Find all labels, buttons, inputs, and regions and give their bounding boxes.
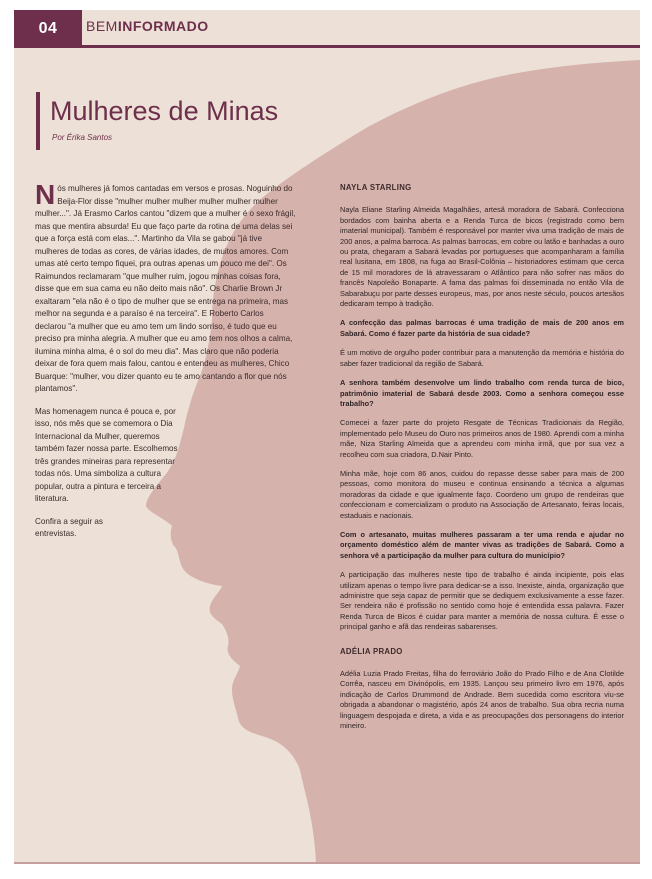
intro-text: ós mulheres já fomos cantadas em versos e prosas. Noguinho do Beija-Flor disse "mulher mulher mulher mulher mulher mulher mulher...". Já Erasmo Carlos cantou "dizem que a mulher é o sexo frágil, mas que mentira absurda! Eu que faço parte da rotina de uma delas sei que a força está com elas...". Martinho da Vila se gabou "já tive mulheres de todas as cores, de várias idades, de muitos amores. Com umas até certo tempo fiquei, pra outras apenas um pouco me dei". Os Raimundos reclamaram "que mulher ruim, jogou minhas coisas fora, disse que em sua cama eu não deito mais não". Os Charlie Brown Jr exaltaram "ela não é o tipo de mulher que se entrega na primeira, mas melhor na segunda e a paraíso é na terceira". E Roberto Carlos declarou "a mulher que eu amo tem um lindo sorriso, é tudo que eu preciso pra minha alegria. A mulher que eu amo tem nos olhos a calma, ilumina minha alma, é o sol do meu dia". Mas claro que não poderia deixar de fora quem mais falou, cantou e entendeu as mulheres, Chico Buarque: "mulher, vou dizer quanto eu te amo cantando a flor que nós plantamos".	[35, 184, 296, 393]
page-number: 04	[14, 10, 82, 48]
section-title-suffix: INFORMADO	[117, 18, 209, 34]
title-accent-bar	[36, 92, 40, 150]
article-byline: Por Érika Santos	[52, 133, 113, 142]
nayla-bio: Nayla Eliane Starling Almeida Magalhães, artesã moradora de Sabará. Confecciona bordados com bainha aberta e a Renda Turca de bicos (registrado como bem imaterial municipal). Também é responsável por manter viva uma tradição de mais de 200 anos, a palma barroca. As palmas barrocas, em cobre ou latão e banhadas a ouro ou prata, chegaram a Sabará levadas por portugueses que acompanharam a família real lusitana, em 1808, na fuga ao Brasil-Colônia – historiadores estimam que cerca de 15 mil moradores de lá atravessaram o Atlântico para não sofrer nas mãos do francês Napoleão Bonaparte. A fama das palmas foi disseminada no então Vila de Sabarabuçu por parte desses europeus, mas, por anos neste século, poucos artesãos dedicaram tempo à tradição.	[340, 205, 624, 309]
header-rule	[82, 45, 640, 48]
closing-paragraph: Confira a seguir as entrevistas.	[35, 516, 103, 538]
homage-paragraph: Mas homenagem nunca é pouca e, por isso, nós mês que se comemora o Dia Internacional da Mulher, queremos também fazer nossa parte. Escolhemos três grandes mineiras para representar todas nós. Uma simboliza a cultura popular, outra a pintura e terceira a literatura.	[35, 406, 178, 503]
question-1: A confecção das palmas barrocas é uma tradição de mais de 200 anos em Sabará. Como é fazer parte da história de sua cidade?	[340, 318, 624, 338]
section-heading-nayla: NAYLA STARLING	[340, 183, 412, 192]
section-heading-adelia: ADÉLIA PRADO	[340, 646, 403, 656]
footer-rule	[14, 862, 640, 864]
article-title: Mulheres de Minas	[50, 96, 279, 126]
section-title-prefix: BEM	[86, 18, 118, 34]
answer-3: A participação das mulheres neste tipo de trabalho é ainda incipiente, pois elas utilizam apenas o tempo livre para dedicar-se a isso. Inexiste, ainda, organização que administre que seja capaz de permitir que se dediquem exclusivamente a esse fazer. Ser rendeira não é profissão no sentido como hoje é entendida essa palavra. Fazer Renda Turca de Bicos é cuidar para manter a memória de nossa cultura. É esse o principal ganho e afã das rendeiras sabarenses.	[340, 570, 624, 632]
answer-2-continued: Minha mãe, hoje com 86 anos, cuidou do repasse desse saber para mais de 200 pessoas, como monitora do museu e continua ensinando a técnica a algumas moradoras da cidade e que igualmente faço. Coordeno um grupo de rendeiras que confeccionam e comercializam o produto na Associação de Artesanato, feiras locais, estaduais e nacionais.	[340, 468, 624, 520]
intro-paragraph	[35, 179, 297, 396]
section-title	[86, 18, 209, 34]
adelia-bio: Adélia Luzia Prado Freitas, filha do ferroviário João do Prado Filho e de Ana Clotilde Corrêa, nasceu em Divinópolis, em 1935. Lançou seu primeiro livro em 1976, após indicação de Carlos Drummond de Andrade. Bem sucedida como escritora viu-se obrigada a abandonar o magistério, após 24 anos de trabalho. Sua obra recria numa linguagem despojada e direta, a vida e as preocupações dos personagens do interior mineiro.	[340, 669, 624, 731]
right-column	[340, 183, 624, 740]
dropcap: N	[35, 179, 56, 210]
answer-1: É um motivo de orgulho poder contribuir para a manutenção da memória e história do saber fazer tradicional da região de Sabará.	[340, 348, 624, 368]
answer-2: Comecei a fazer parte do projeto Resgate de Técnicas Tradicionais da Região, implementado pelo Museu do Ouro nos primeiros anos de 1980. Aprendi com a minha mãe, Niza Starling Almeida que a aprendeu com minha irmã, que por sua vez a recolheu com sua criadora, D.Nair Pinto.	[340, 418, 624, 459]
question-2: A senhora também desenvolve um lindo trabalho com renda turca de bico, patrimônio imaterial de Sabará desde 2003. Como a senhora começou esse trabalho?	[340, 378, 624, 408]
left-column	[35, 179, 297, 551]
question-3: Com o artesanato, muitas mulheres passaram a ter uma renda e ajudar no orçamento doméstico além de manter vivas as tradições de Sabará. Como a senhora vê a participação da mulher para cultura do município?	[340, 529, 624, 560]
